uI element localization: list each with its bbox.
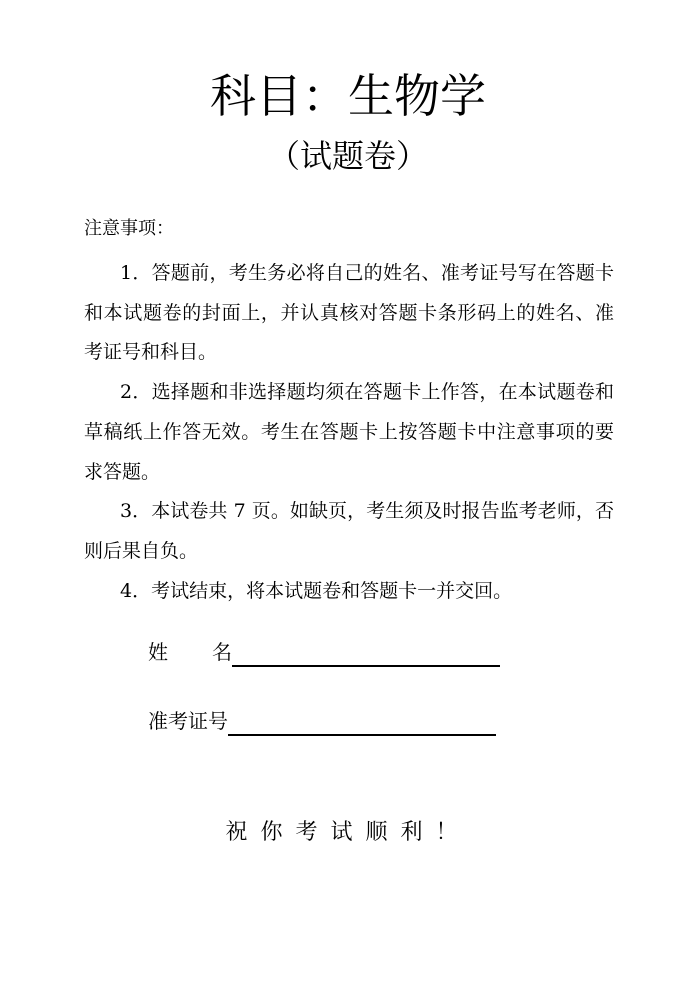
exam-subject-title: 科目：生物学: [210, 69, 486, 123]
exam-id-field: [148, 706, 496, 736]
notice-item-4: 4．考试结束，将本试题卷和答题卡一并交回。: [120, 579, 513, 602]
good-luck-message: 祝你考试顺利！: [225, 820, 471, 845]
name-input-line[interactable]: [232, 641, 500, 667]
exam-id-label: 准考证号: [148, 709, 228, 733]
notice-heading: 注意事项：: [84, 218, 174, 239]
paper-type-subtitle: （试题卷）: [267, 137, 428, 175]
exam-id-input-line[interactable]: [228, 710, 496, 736]
notice-item-1: 1．答题前，考生务必将自己的姓名、准考证号写在答题卡和本试题卷的封面上，并认真核对答题卡条形码上的姓名、准考证号和科目。: [84, 262, 614, 364]
notice-item-3: 3．本试卷共 7 页。如缺页，考生须及时报告监考老师，否则后果自负。: [84, 500, 614, 562]
notice-item-2: 2．选择题和非选择题均须在答题卡上作答，在本试题卷和草稿纸上作答无效。考生在答题卡上按答题卡中注意事项的要求答题。: [84, 381, 614, 483]
name-field: [148, 637, 500, 667]
name-label: 姓名: [148, 640, 232, 664]
notice-list: [84, 254, 614, 611]
